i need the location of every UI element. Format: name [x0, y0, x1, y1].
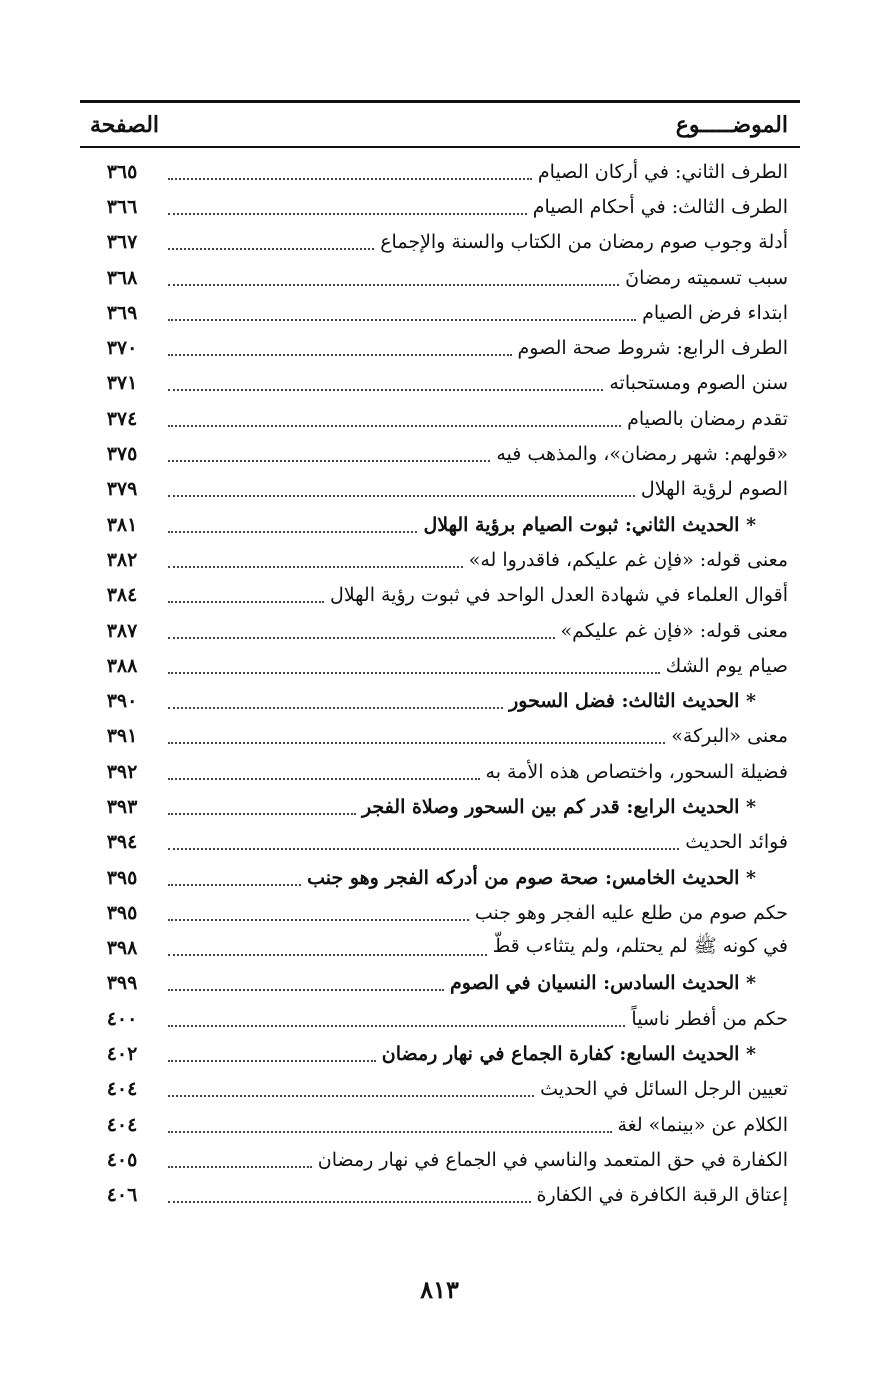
entry-page-number: ٣٩٥ [106, 866, 138, 889]
toc-entry [80, 225, 800, 260]
entry-title: الطرف الثالث: في أحكام الصيام [532, 195, 788, 218]
entry-page-number: ٣٨٤ [106, 584, 138, 607]
entry-title: سنن الصوم ومستحباته [609, 372, 788, 395]
dot-leader [168, 919, 469, 921]
entry-page-number: ٣٩٨ [106, 937, 138, 960]
entry-title: الكفارة في حق المتعمد والناسي في الجماع في نهار رمضان [317, 1148, 788, 1171]
toc-entry [80, 966, 800, 1001]
entry-title: * الحديث السابع: كفارة الجماع في نهار رمضان [381, 1043, 756, 1066]
entry-page-number: ٣٩١ [106, 725, 138, 748]
entry-page-number: ٤٠٠ [106, 1007, 138, 1030]
dot-leader [168, 989, 444, 991]
dot-leader [168, 778, 480, 780]
entry-page-number: ٣٩٠ [106, 690, 138, 713]
page-column-header: الصفحة [90, 112, 160, 138]
entry-page-number: ٣٩٣ [106, 795, 138, 818]
entry-title: تقدم رمضان بالصيام [627, 407, 788, 430]
dot-leader [168, 707, 503, 709]
toc-entry [80, 1107, 800, 1142]
entry-title: حكم من أفطر ناسياً [631, 1007, 788, 1030]
toc-entry [80, 507, 800, 542]
dot-leader [168, 884, 301, 886]
entry-title: * الحديث السادس: النسيان في الصوم [449, 972, 756, 995]
dot-leader [168, 813, 356, 815]
dot-leader [168, 848, 679, 850]
dot-leader [168, 248, 374, 250]
toc-entry [80, 366, 800, 401]
entry-title: حكم صوم من طلع عليه الفجر وهو جنب [474, 901, 788, 924]
toc-entry [80, 825, 800, 860]
entry-title: صيام يوم الشك [665, 654, 788, 677]
toc-entry [80, 1001, 800, 1036]
entry-page-number: ٣٦٩ [106, 301, 138, 324]
entry-title: معنى قوله: «فإن غم عليكم، فاقدروا له» [468, 548, 788, 571]
header-rule [80, 146, 800, 148]
entry-page-number: ٣٦٨ [106, 266, 138, 289]
toc-entry [80, 613, 800, 648]
toc-entry [80, 472, 800, 507]
toc-entry [80, 789, 800, 824]
entry-page-number: ٤٠٥ [106, 1148, 138, 1171]
page-number: ٨١٣ [420, 1275, 459, 1304]
entry-page-number: ٣٨٨ [106, 654, 138, 677]
entry-title: ابتداء فرض الصيام [642, 301, 788, 324]
dot-leader [168, 178, 532, 180]
entry-title: * الحديث الثالث: فضل السحور [509, 690, 756, 713]
toc-entries [80, 154, 800, 1213]
entry-page-number: ٣٨١ [106, 513, 138, 536]
entry-page-number: ٣٧٩ [106, 478, 138, 501]
toc-entry [80, 295, 800, 330]
entry-page-number: ٣٨٧ [106, 619, 138, 642]
entry-page-number: ٣٩٤ [106, 831, 138, 854]
entry-page-number: ٤٠٤ [106, 1113, 138, 1136]
dot-leader [168, 354, 512, 356]
dot-leader [168, 213, 527, 215]
entry-title: فوائد الحديث [685, 831, 788, 854]
toc-header [80, 108, 800, 142]
entry-title: * الحديث الثاني: ثبوت الصيام برؤية الهلال [423, 513, 756, 536]
toc-entry [80, 719, 800, 754]
dot-leader [168, 460, 490, 462]
toc-entry [80, 436, 800, 471]
dot-leader [168, 531, 417, 533]
entry-page-number: ٣٧٤ [106, 407, 138, 430]
toc-entry [80, 648, 800, 683]
entry-page-number: ٣٩٩ [106, 972, 138, 995]
toc-entry [80, 189, 800, 224]
toc-entry [80, 931, 800, 966]
toc-entry [80, 1036, 800, 1071]
entry-title: في كونه ﷺ لم يحتلم، ولم يتثاءب قطّ [492, 935, 788, 958]
dot-leader [168, 1025, 625, 1027]
top-rule [80, 100, 800, 103]
entry-title: أدلة وجوب صوم رمضان من الكتاب والسنة والإجماع [380, 231, 788, 254]
entry-title: معنى قوله: «فإن غم عليكم» [560, 619, 788, 642]
entry-page-number: ٤٠٤ [106, 1078, 138, 1101]
toc-entry [80, 683, 800, 718]
entry-title: الطرف الرابع: شروط صحة الصوم [517, 337, 788, 360]
dot-leader [168, 954, 487, 956]
toc-entry [80, 860, 800, 895]
entry-page-number: ٣٦٦ [106, 195, 138, 218]
toc-entry [80, 542, 800, 577]
toc-entry [80, 260, 800, 295]
entry-page-number: ٤٠٢ [106, 1043, 138, 1066]
entry-page-number: ٣٦٧ [106, 231, 138, 254]
dot-leader [168, 425, 621, 427]
toc-entry [80, 401, 800, 436]
entry-title: أقوال العلماء في شهادة العدل الواحد في ثبوت رؤية الهلال [330, 584, 788, 607]
dot-leader [168, 742, 665, 744]
toc-entry [80, 1072, 800, 1107]
dot-leader [168, 1131, 612, 1133]
dot-leader [168, 672, 660, 674]
entry-page-number: ٣٧١ [106, 372, 138, 395]
entry-title: * الحديث الرابع: قدر كم بين السحور وصلاة الفجر [361, 795, 756, 818]
dot-leader [168, 1201, 531, 1203]
entry-page-number: ٣٧٥ [106, 443, 138, 466]
entry-title: «قولهم: شهر رمضان»، والمذهب فيه [496, 443, 788, 466]
entry-page-number: ٣٦٥ [106, 160, 138, 183]
entry-title: إعتاق الرقبة الكافرة في الكفارة [536, 1184, 788, 1207]
entry-title: الطرف الثاني: في أركان الصيام [537, 160, 788, 183]
entry-page-number: ٤٠٦ [106, 1184, 138, 1207]
toc-entry [80, 895, 800, 930]
entry-page-number: ٣٨٢ [106, 548, 138, 571]
toc-entry [80, 1142, 800, 1177]
topic-column-header: الموضـــــوع [675, 112, 788, 138]
entry-title: الصوم لرؤية الهلال [640, 478, 788, 501]
entry-page-number: ٣٩٢ [106, 760, 138, 783]
dot-leader [168, 1095, 534, 1097]
entry-page-number: ٣٩٥ [106, 901, 138, 924]
toc-entry [80, 154, 800, 189]
dot-leader [168, 495, 635, 497]
dot-leader [168, 637, 555, 639]
dot-leader [168, 1166, 312, 1168]
entry-title: فضيلة السحور، واختصاص هذه الأمة به [485, 760, 788, 783]
entry-title: تعيين الرجل السائل في الحديث [540, 1078, 788, 1101]
dot-leader [168, 319, 636, 321]
entry-title: سبب تسميته رمضانَ [625, 266, 788, 289]
dot-leader [168, 566, 463, 568]
entry-title: معنى «البركة» [671, 725, 788, 748]
entry-page-number: ٣٧٠ [106, 337, 138, 360]
dot-leader [168, 284, 619, 286]
dot-leader [168, 389, 603, 391]
entry-title: الكلام عن «بينما» لغة [617, 1113, 788, 1136]
entry-title: * الحديث الخامس: صحة صوم من أدركه الفجر وهو جنب [307, 866, 756, 889]
toc-entry [80, 578, 800, 613]
dot-leader [168, 601, 324, 603]
toc-entry [80, 1178, 800, 1213]
toc-entry [80, 754, 800, 789]
dot-leader [168, 1060, 376, 1062]
toc-entry [80, 330, 800, 365]
